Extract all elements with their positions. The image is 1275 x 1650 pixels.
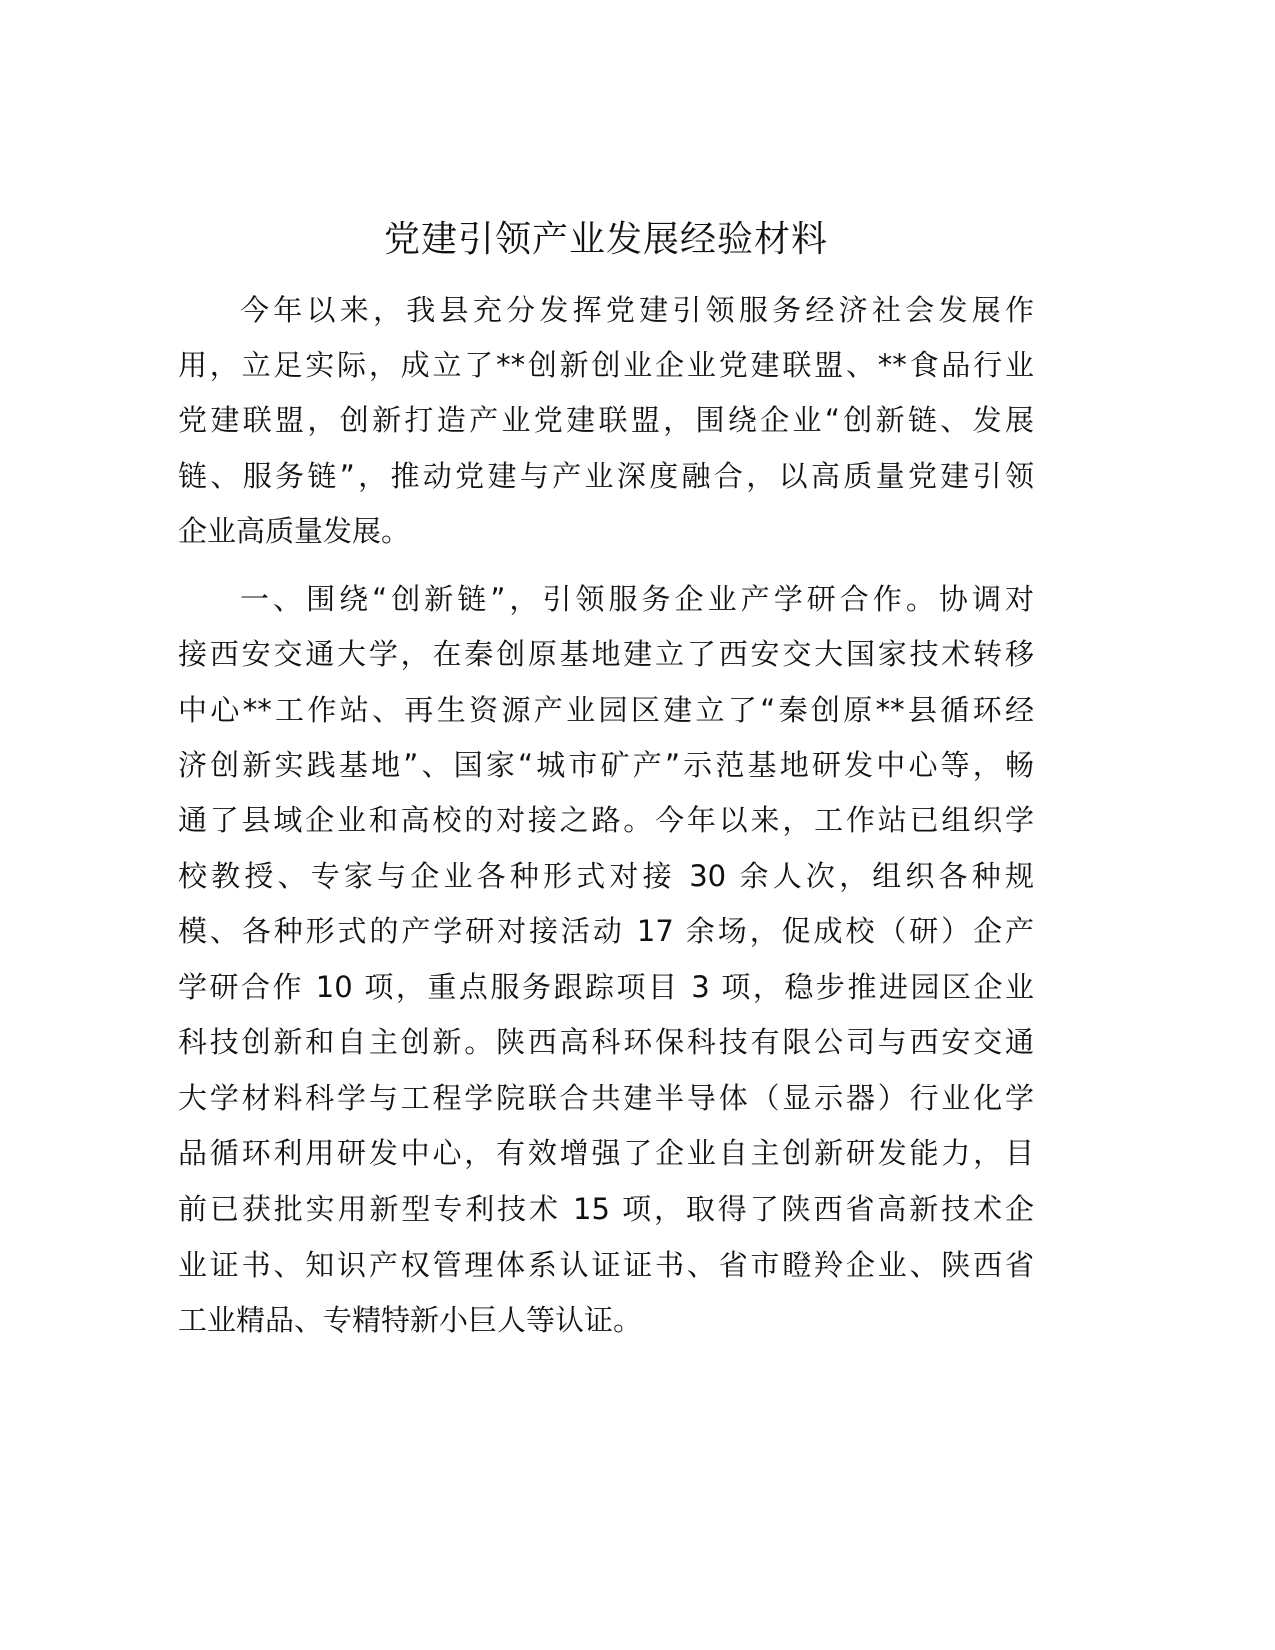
- text-line: 品循环利用研发中心，有效增强了企业自主创新研发能力，目: [178, 1136, 1034, 1170]
- text-line: 校教授、专家与企业各种形式对接 30 余人次，组织各种规: [178, 859, 1034, 893]
- text-line: 一、围绕“创新链”，引领服务企业产学研合作。协调对: [240, 582, 1034, 616]
- text-line: 济创新实践基地”、国家“城市矿产”示范基地研发中心等，畅: [178, 748, 1034, 782]
- text-line: 前已获批实用新型专利技术 15 项，取得了陕西省高新技术企: [178, 1192, 1034, 1226]
- text-line: 业证书、知识产权管理体系认证证书、省市瞪羚企业、陕西省: [178, 1248, 1034, 1282]
- text-line: 通了县域企业和高校的对接之路。今年以来，工作站已组织学: [178, 803, 1034, 837]
- text-line: 科技创新和自主创新。陕西高科环保科技有限公司与西安交通: [178, 1025, 1034, 1059]
- text-line: 学研合作 10 项，重点服务跟踪项目 3 项，稳步推进园区企业: [178, 970, 1034, 1004]
- text-line: 大学材料科学与工程学院联合共建半导体（显示器）行业化学: [178, 1081, 1034, 1115]
- text-line: 今年以来，我县充分发挥党建引领服务经济社会发展作: [240, 293, 1034, 327]
- text-line: 用，立足实际，成立了**创新创业企业党建联盟、**食品行业: [178, 348, 1034, 382]
- document-title: 党建引领产业发展经验材料: [383, 219, 828, 260]
- text-line: 党建联盟，创新打造产业党建联盟，围绕企业“创新链、发展: [178, 403, 1034, 437]
- text-line: 模、各种形式的产学研对接活动 17 余场，促成校（研）企产: [178, 914, 1034, 948]
- text-line: 接西安交通大学，在秦创原基地建立了西安交大国家技术转移: [178, 637, 1034, 671]
- text-line: 中心**工作站、再生资源产业园区建立了“秦创原**县循环经: [178, 693, 1034, 727]
- text-line: 链、服务链”，推动党建与产业深度融合，以高质量党建引领: [178, 459, 1034, 493]
- text-line: 工业精品、专精特新小巨人等认证。: [178, 1303, 643, 1337]
- text-line: 企业高质量发展。: [178, 514, 411, 548]
